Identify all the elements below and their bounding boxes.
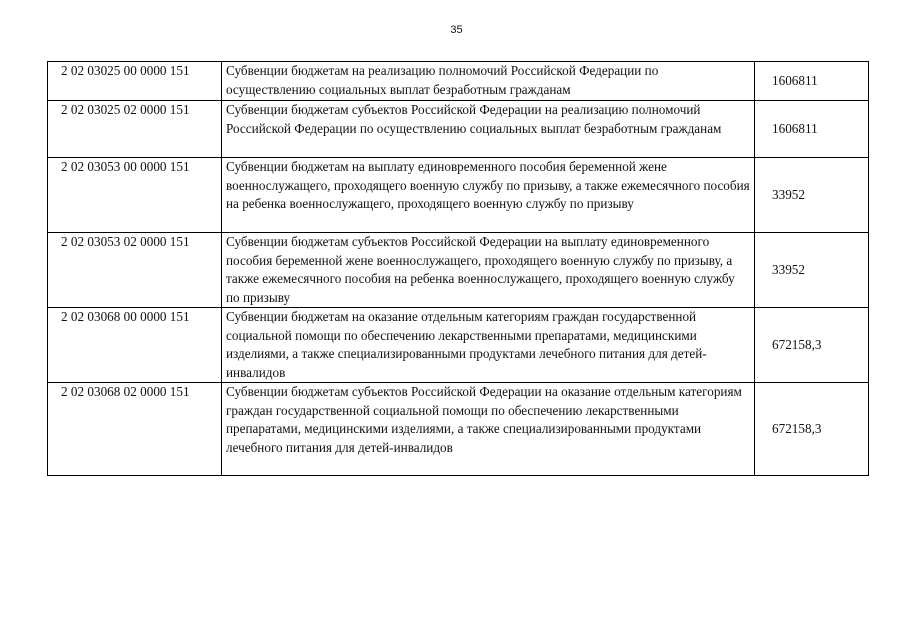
- revenue-description: Субвенции бюджетам субъектов Российской Федерации на выплату единовременного пособия беременной жене военнослужащего, проходящего военную службу по призыву, а также ежемесячного пособия на ребенка военнослужащего, проходящего военную службу по призыву: [222, 233, 755, 308]
- budget-classification-code: 2 02 03025 02 0000 151: [48, 101, 222, 158]
- revenue-description: Субвенции бюджетам субъектов Российской Федерации на оказание отдельным категориям граждан государственной социальной помощи по обеспечению лекарственными препаратами, медицинскими изделиями, а также специализированными продуктами лечебного питания для детей-инвалидов: [222, 383, 755, 476]
- amount-value: 672158,3: [755, 383, 869, 476]
- budget-revenue-table: [47, 61, 869, 476]
- amount-value: 1606811: [755, 101, 869, 158]
- table-row: [48, 233, 869, 308]
- revenue-description: Субвенции бюджетам субъектов Российской Федерации на реализацию полномочий Российской Федерации по осуществлению социальных выплат безработным гражданам: [222, 101, 755, 158]
- table-row: [48, 62, 869, 101]
- table-row: [48, 101, 869, 158]
- amount-value: 33952: [755, 233, 869, 308]
- table-row: [48, 158, 869, 233]
- table-row: [48, 308, 869, 383]
- budget-classification-code: 2 02 03068 00 0000 151: [48, 308, 222, 383]
- budget-classification-code: 2 02 03068 02 0000 151: [48, 383, 222, 476]
- table-row: [48, 383, 869, 476]
- budget-classification-code: 2 02 03025 00 0000 151: [48, 62, 222, 101]
- budget-classification-code: 2 02 03053 00 0000 151: [48, 158, 222, 233]
- budget-classification-code: 2 02 03053 02 0000 151: [48, 233, 222, 308]
- revenue-description: Субвенции бюджетам на выплату единовременного пособия беременной жене военнослужащего, проходящего военную службу по призыву, а также ежемесячного пособия на ребенка военнослужащего, проходящего военную службу по призыву: [222, 158, 755, 233]
- revenue-description: Субвенции бюджетам на реализацию полномочий Российской Федерации по осуществлению социальных выплат безработным гражданам: [222, 62, 755, 101]
- amount-value: 33952: [755, 158, 869, 233]
- revenue-description: Субвенции бюджетам на оказание отдельным категориям граждан государственной социальной помощи по обеспечению лекарственными препаратами, медицинскими изделиями, а также специализированными продуктами лечебного питания для детей-инвалидов: [222, 308, 755, 383]
- page-number: 35: [450, 24, 463, 36]
- amount-value: 672158,3: [755, 308, 869, 383]
- amount-value: 1606811: [755, 62, 869, 101]
